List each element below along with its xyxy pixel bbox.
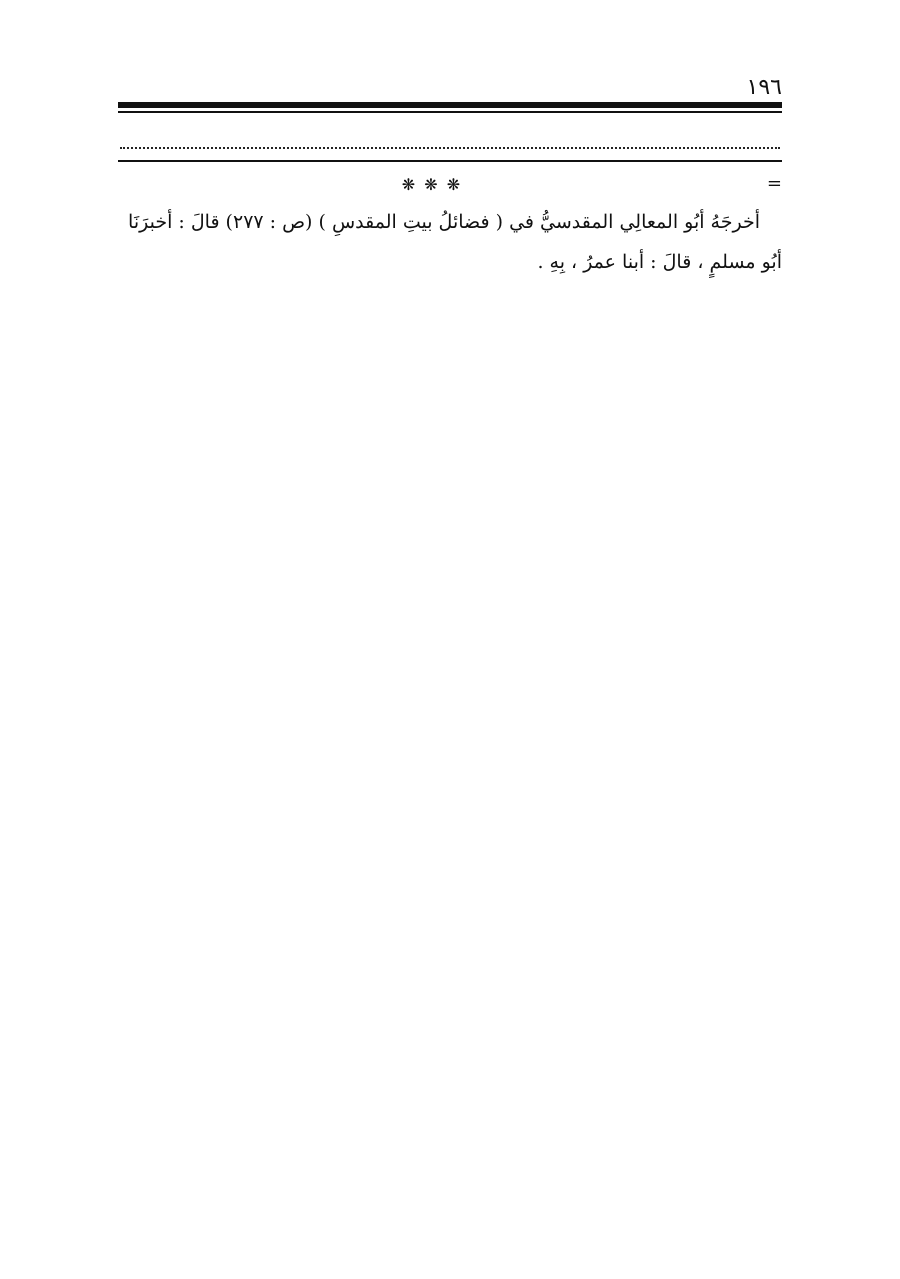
page-number: ١٩٦: [746, 75, 782, 100]
section-separator-stars: ❋ ❋ ❋: [401, 175, 463, 194]
header-rule-thick: [118, 102, 782, 108]
footnote-rule: [118, 160, 782, 162]
footnote-line: أخرجَهُ أبُو المعالِي المقدسيُّ في ( فضائلُ بيتِ المقدسِ ) (ص : ٢٧٧) قالَ : أخبرَنَا: [128, 211, 760, 233]
dotted-separator-line: [120, 147, 780, 149]
footnote-text: [118, 202, 782, 282]
header-rule-thin: [118, 111, 782, 113]
footnote-line: أبُو مسلمٍ ، قالَ : أبنا عمرُ ، بِهِ .: [537, 251, 782, 273]
footnote-continuation-mark: =: [766, 173, 782, 194]
